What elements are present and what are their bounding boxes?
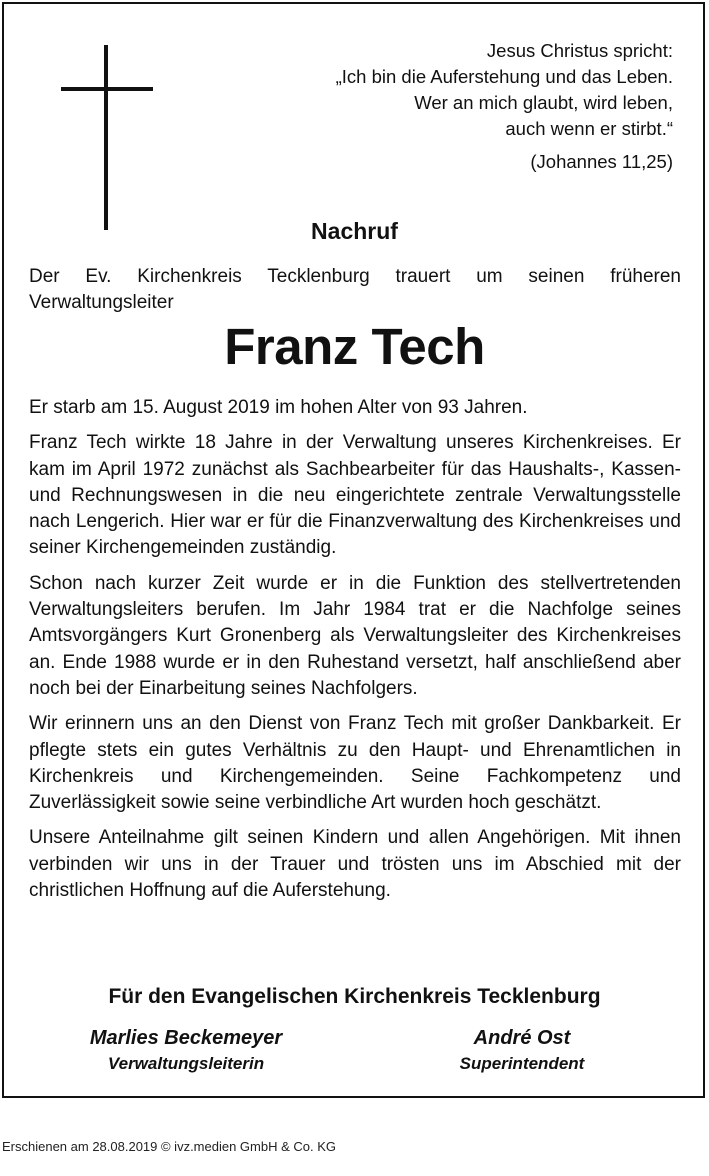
body-paragraph: Franz Tech wirkte 18 Jahre in der Verwaltung unseres Kirchenkreises. Er kam im April 1972 zunächst als Sachbearbeiter für das Haushalts-, Kassen- und Rechnungswesen in die neu eingerichtete zentrale Verwaltungsstelle nach Lengerich. Hier war er für die Finanzverwaltung des Kirchenkreises und seiner Kirchengemeinden zuständig. bbox=[29, 432, 681, 559]
intro-text: Der Ev. Kirchenkreis Tecklenburg trauert um seinen früheren Verwaltungsleiter bbox=[29, 266, 681, 313]
quote-line: „Ich bin die Auferstehung und das Leben. bbox=[335, 66, 673, 87]
cross-vertical-bar bbox=[104, 45, 108, 230]
body-paragraph: Er starb am 15. August 2019 im hohen Alter von 93 Jahren. bbox=[29, 397, 528, 418]
cross-horizontal-bar bbox=[61, 87, 153, 91]
signatory-name: André Ost bbox=[473, 1027, 571, 1049]
signature-left bbox=[46, 1025, 326, 1077]
quote-line: Wer an mich glaubt, wird leben, bbox=[414, 92, 673, 113]
obituary-body bbox=[29, 395, 681, 913]
quote-line: auch wenn er stirbt.“ bbox=[505, 118, 673, 139]
body-paragraph: Schon nach kurzer Zeit wurde er in die Funktion des stellvertretenden Verwaltungsleiters berufen. Im Jahr 1984 trat er die Nachfolge seines Amtsvorgängers Kurt Gronenberg als Verwaltungsleiter des Kirchenkreises an. Ende 1988 wurde er in den Ruhestand versetzt, half anschließend aber noch bei der Einarbeitung seines Nachfolgers. bbox=[29, 572, 681, 699]
quote-reference: (Johannes 11,25) bbox=[530, 151, 673, 172]
obituary-heading: Nachruf bbox=[311, 218, 398, 244]
signature-right bbox=[382, 1025, 662, 1077]
bible-quote bbox=[336, 38, 673, 175]
body-paragraph: Unsere Anteilnahme gilt seinen Kindern und allen Angehörigen. Mit ihnen verbinden wir uns in der Trauer und trösten uns im Abschied mit der christlichen Hoffnung auf die Auferstehung. bbox=[29, 827, 681, 902]
signatory-role: Verwaltungsleiterin bbox=[107, 1054, 265, 1073]
signatory-name: Marlies Beckemeyer bbox=[89, 1027, 283, 1049]
publication-footer: Erschienen am 28.08.2019 © ivz.medien GmbH & Co. KG bbox=[2, 1139, 337, 1154]
body-paragraph: Wir erinnern uns an den Dienst von Franz Tech mit großer Dankbarkeit. Er pflegte stets ein gutes Verhältnis zu den Haupt- und Ehrenamtlichen in Kirchenkreis und Kirchengemeinden. Seine Fachkompetenz und Zuverlässigkeit sowie seine verbindliche Art wurden hoch geschätzt. bbox=[29, 713, 681, 814]
quote-line: Jesus Christus spricht: bbox=[486, 40, 673, 61]
deceased-name: Franz Tech bbox=[224, 318, 485, 375]
organization-line: Für den Evangelischen Kirchenkreis Tecklenburg bbox=[108, 985, 601, 1008]
signatory-role: Superintendent bbox=[459, 1054, 585, 1073]
